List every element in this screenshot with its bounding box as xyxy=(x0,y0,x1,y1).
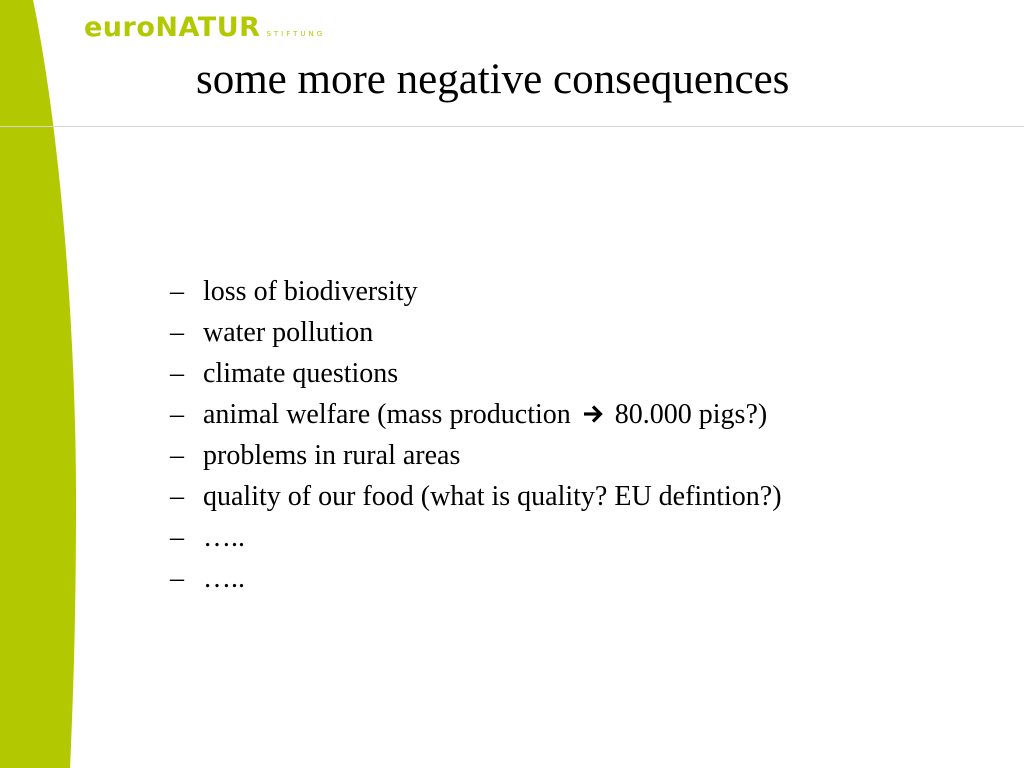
euronatur-logo xyxy=(84,14,325,41)
bullet-item-food-quality xyxy=(170,476,782,517)
bullet-marker: – xyxy=(170,440,184,471)
bullet-item-climate-questions xyxy=(170,353,782,394)
bullet-text: loss of biodiversity xyxy=(203,276,418,307)
bullet-item-ellipsis-1 xyxy=(170,517,782,558)
right-arrow-icon xyxy=(578,404,608,424)
bullet-marker: – xyxy=(170,358,184,389)
logo-wordmark: euroNATUR xyxy=(84,12,261,43)
bullet-text: problems in rural areas xyxy=(203,440,461,471)
bullet-text-after-arrow: 80.000 pigs?) xyxy=(614,399,768,430)
bullet-text: quality of our food (what is quality? EU defintion?) xyxy=(203,481,782,512)
bullet-text: climate questions xyxy=(203,358,399,389)
bullet-item-ellipsis-2 xyxy=(170,558,782,599)
title-divider xyxy=(0,126,1024,127)
bullet-marker: – xyxy=(170,481,184,512)
green-band-shape xyxy=(0,0,76,768)
bullet-list xyxy=(170,271,782,599)
bullet-text-before-arrow: animal welfare (mass production xyxy=(203,399,571,430)
logo-subtitle: STIFTUNG xyxy=(266,30,326,38)
bullet-text: ….. xyxy=(203,522,245,553)
bullet-item-loss-of-biodiversity xyxy=(170,271,782,312)
slide-title: some more negative consequences xyxy=(196,56,790,103)
bullet-marker: – xyxy=(170,399,184,430)
bullet-marker: – xyxy=(170,563,184,594)
bullet-item-rural-areas xyxy=(170,435,782,476)
bullet-item-water-pollution xyxy=(170,312,782,353)
bullet-marker: – xyxy=(170,276,184,307)
bullet-text: water pollution xyxy=(203,317,374,348)
bullet-marker: – xyxy=(170,522,184,553)
bullet-text xyxy=(203,394,767,435)
bullet-item-animal-welfare xyxy=(170,394,782,435)
bullet-marker: – xyxy=(170,317,184,348)
bullet-text: ….. xyxy=(203,563,245,594)
